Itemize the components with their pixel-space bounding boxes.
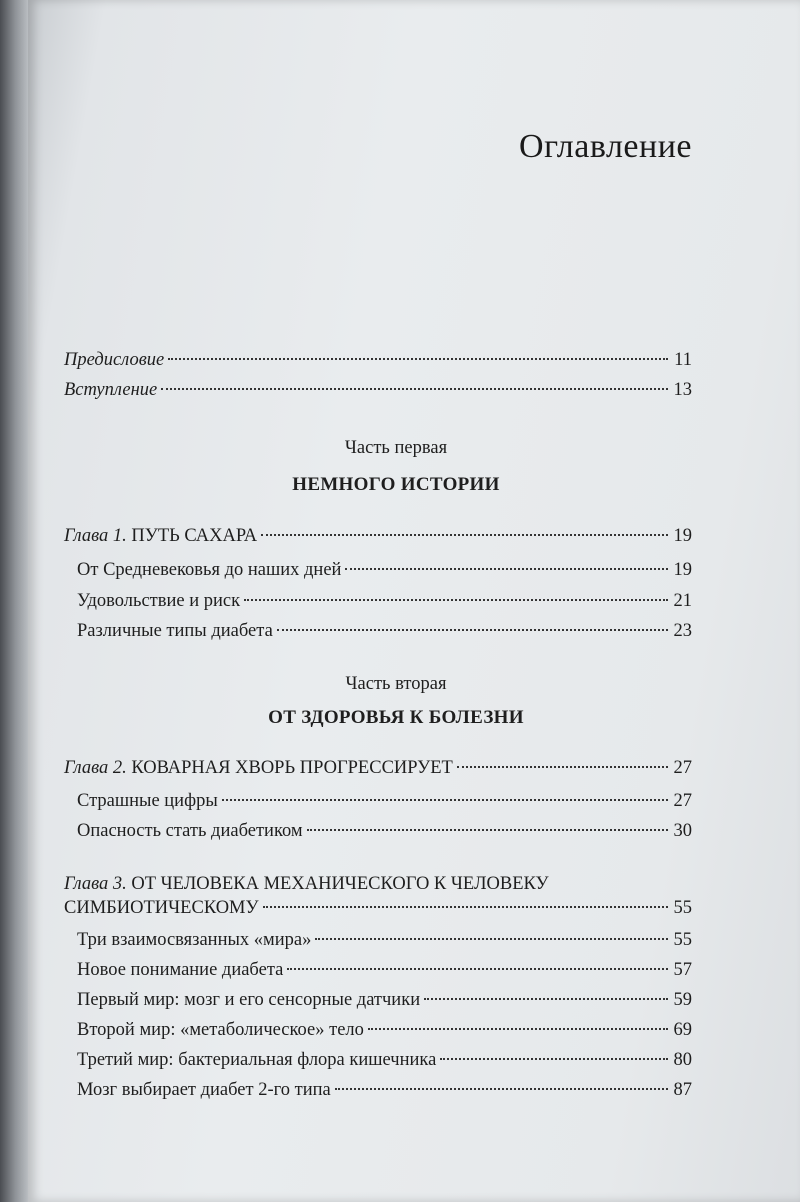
dot-leader bbox=[277, 629, 668, 631]
toc-entry-label: От Средневековья до наших дней bbox=[77, 560, 342, 580]
toc-page-number: 27 bbox=[673, 758, 692, 778]
toc-entry-section[interactable] bbox=[64, 928, 692, 952]
toc-entry-label: Второй мир: «метаболическое» тело bbox=[77, 1020, 364, 1040]
chapter-title: ОТ ЧЕЛОВЕКА МЕХАНИЧЕСКОГО К ЧЕЛОВЕКУ bbox=[126, 874, 549, 894]
part-name: Часть вторая bbox=[345, 674, 447, 694]
toc-entry-label: Три взаимосвязанных «мира» bbox=[77, 930, 312, 950]
toc-entry-introduction[interactable] bbox=[64, 378, 692, 402]
toc-entry-section[interactable] bbox=[64, 988, 692, 1012]
toc-entry-label: Опасность стать диабетиком bbox=[77, 821, 303, 841]
part-name: Часть первая bbox=[344, 438, 448, 458]
dot-leader bbox=[168, 358, 668, 360]
dot-leader bbox=[368, 1028, 668, 1030]
toc-entry-label: Третий мир: бактериальная флора кишечника bbox=[77, 1050, 437, 1070]
toc-entry-section[interactable] bbox=[64, 789, 692, 813]
toc-page-number: 23 bbox=[673, 621, 692, 641]
dot-leader bbox=[345, 568, 668, 570]
toc-entry-section[interactable] bbox=[64, 819, 692, 843]
chapter-prefix: Глава 2. bbox=[64, 758, 127, 778]
toc-page-number: 59 bbox=[673, 990, 692, 1010]
toc-page-number: 55 bbox=[673, 930, 692, 950]
toc-page-number: 57 bbox=[673, 960, 692, 980]
toc-entry-section[interactable] bbox=[64, 1048, 692, 1072]
book-page bbox=[28, 0, 800, 1202]
chapter-prefix: Глава 3. bbox=[64, 874, 127, 894]
toc-page-number: 21 bbox=[673, 591, 692, 611]
toc-entry-chapter-3[interactable] bbox=[64, 872, 692, 896]
toc-entry-label: Удовольствие и риск bbox=[77, 591, 241, 611]
part-heading: НЕМНОГО ИСТОРИИ bbox=[292, 474, 500, 495]
chapter-title: КОВАРНАЯ ХВОРЬ ПРОГРЕССИРУЕТ bbox=[126, 758, 453, 778]
chapter-title: ПУТЬ САХАРА bbox=[126, 526, 258, 546]
toc-entry-section[interactable] bbox=[64, 619, 692, 643]
toc-entry-section[interactable] bbox=[64, 589, 692, 613]
toc-page-number: 19 bbox=[673, 526, 692, 546]
toc-page-number: 80 bbox=[673, 1050, 692, 1070]
toc-entry-label: Вступление bbox=[64, 380, 158, 400]
part-heading: ОТ ЗДОРОВЬЯ К БОЛЕЗНИ bbox=[268, 707, 524, 728]
dot-leader bbox=[315, 938, 668, 940]
toc-entry-label: Мозг выбирает диабет 2-го типа bbox=[77, 1080, 331, 1100]
toc-page-number: 19 bbox=[673, 560, 692, 580]
toc-entry-chapter-2[interactable] bbox=[64, 756, 692, 780]
toc-entry-section[interactable] bbox=[64, 958, 692, 982]
toc-entry-label: Предисловие bbox=[64, 350, 165, 370]
dot-leader bbox=[222, 799, 668, 801]
dot-leader bbox=[457, 766, 668, 768]
toc-entry-label: Различные типы диабета bbox=[77, 621, 273, 641]
book-spine-edge bbox=[0, 0, 28, 1202]
dot-leader bbox=[335, 1088, 668, 1090]
toc-entry-label bbox=[64, 524, 257, 548]
dot-leader bbox=[440, 1058, 668, 1060]
toc-page-number: 55 bbox=[673, 898, 692, 918]
toc-page-number: 69 bbox=[673, 1020, 692, 1040]
page-title: Оглавление bbox=[519, 128, 692, 165]
toc-entry-section[interactable] bbox=[64, 1018, 692, 1042]
toc-entry-chapter-1[interactable] bbox=[64, 524, 692, 548]
toc-page-number: 27 bbox=[673, 791, 692, 811]
chapter-prefix: Глава 1. bbox=[64, 526, 127, 546]
toc-page-number: 13 bbox=[673, 380, 692, 400]
toc-page-number: 87 bbox=[673, 1080, 692, 1100]
dot-leader bbox=[261, 534, 668, 536]
toc-entry-label: Новое понимание диабета bbox=[77, 960, 284, 980]
toc-entry-section[interactable] bbox=[64, 1078, 692, 1102]
toc-page-number: 30 bbox=[673, 821, 692, 841]
dot-leader bbox=[424, 998, 668, 1000]
toc-entry-chapter-3-line-2[interactable] bbox=[64, 896, 692, 920]
chapter-title-line-2: СИМБИОТИЧЕСКОМУ bbox=[64, 898, 259, 918]
dot-leader bbox=[287, 968, 668, 970]
toc-entry-section[interactable] bbox=[64, 558, 692, 582]
dot-leader bbox=[161, 388, 668, 390]
toc-entry-label bbox=[64, 756, 453, 780]
chapter-title-line-1 bbox=[64, 872, 692, 896]
dot-leader bbox=[307, 829, 668, 831]
toc-entry-label: Страшные цифры bbox=[77, 791, 218, 811]
dot-leader bbox=[244, 599, 668, 601]
dot-leader bbox=[263, 906, 668, 908]
toc-entry-label: Первый мир: мозг и его сенсорные датчики bbox=[77, 990, 421, 1010]
toc-page-number: 11 bbox=[674, 350, 692, 370]
toc-entry-preface[interactable] bbox=[64, 348, 692, 372]
